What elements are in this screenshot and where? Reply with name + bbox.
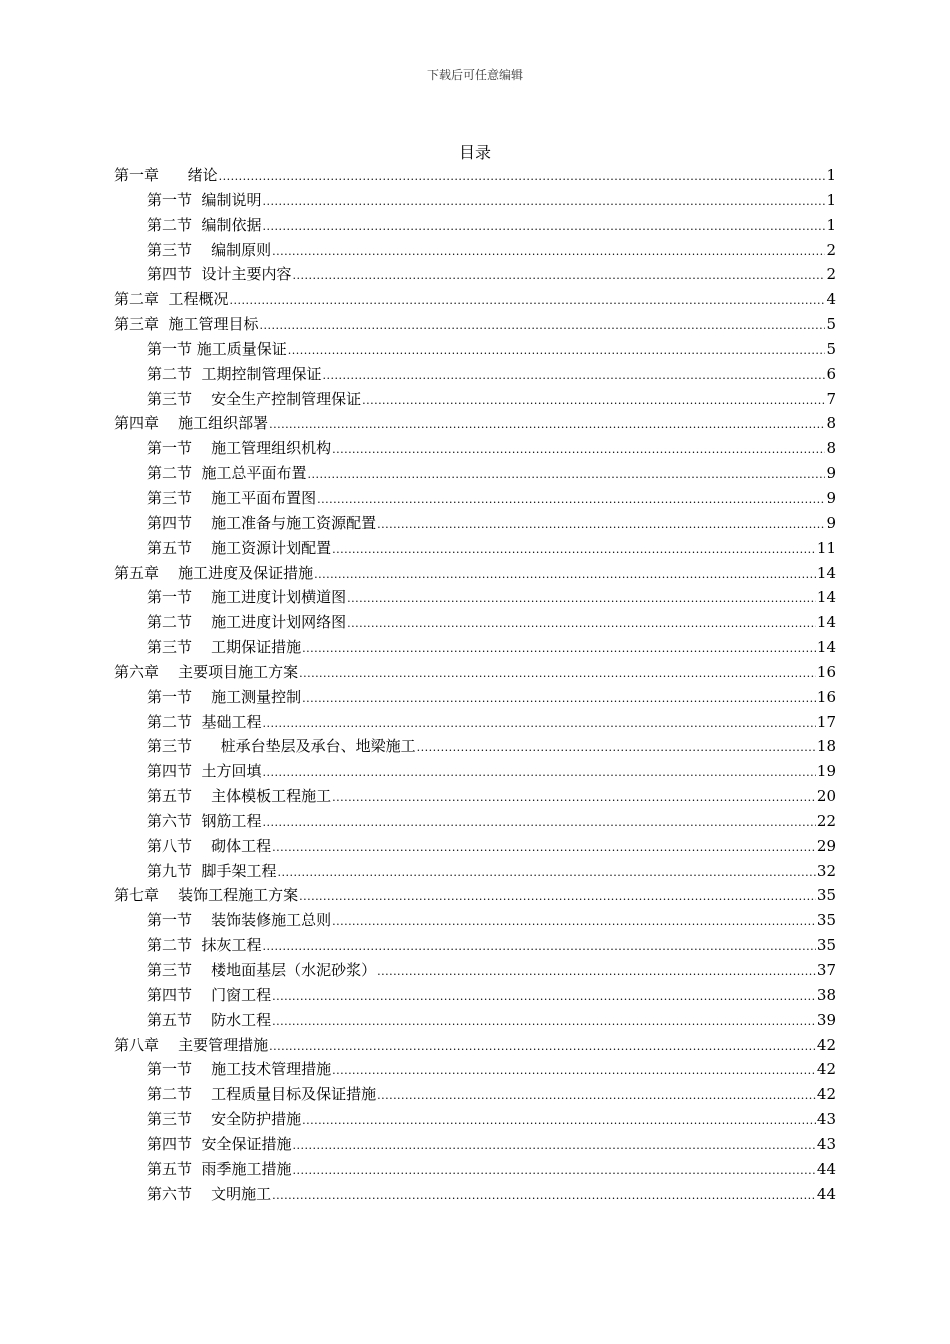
toc-dot-leader <box>332 438 825 463</box>
toc-dot-leader <box>347 612 816 637</box>
toc-dot-leader <box>377 960 816 985</box>
toc-entry-label: 第一节 施工技术管理措施 <box>147 1060 332 1079</box>
toc-dot-leader <box>272 240 825 265</box>
toc-entry-page-number: 22 <box>816 811 836 830</box>
toc-entry-page-number: 18 <box>816 737 836 756</box>
toc-entry-page-number: 17 <box>816 712 836 731</box>
toc-title: 目录 <box>458 143 491 162</box>
toc-entry-page-number: 32 <box>816 861 836 880</box>
toc-entry-label: 第七章 装饰工程施工方案 <box>114 886 299 905</box>
toc-dot-leader <box>377 513 825 538</box>
toc-dot-leader <box>293 1134 816 1159</box>
toc-section-entry[interactable] <box>114 585 836 610</box>
toc-section-entry[interactable] <box>114 1008 836 1033</box>
toc-entry-page-number: 6 <box>826 364 836 383</box>
toc-section-entry[interactable] <box>114 213 836 238</box>
toc-section-entry[interactable] <box>114 685 836 710</box>
toc-entry-page-number: 7 <box>826 389 836 408</box>
toc-entry-label: 第九节 脚手架工程 <box>147 861 277 880</box>
toc-dot-leader <box>263 712 816 737</box>
toc-entry-label: 第三章 施工管理目标 <box>114 315 259 334</box>
toc-entry-label: 第二节 编制依据 <box>147 215 262 234</box>
toc-entry-page-number: 8 <box>826 414 836 433</box>
toc-section-entry[interactable] <box>114 1082 836 1107</box>
table-of-contents <box>114 163 836 1206</box>
toc-dot-leader <box>293 264 826 289</box>
toc-entry-label: 第六节 钢筋工程 <box>147 811 262 830</box>
toc-section-entry[interactable] <box>114 610 836 635</box>
toc-entry-page-number: 14 <box>816 613 836 632</box>
toc-entry-page-number: 20 <box>816 787 836 806</box>
toc-entry-label: 第二节 工程质量目标及保证措施 <box>147 1085 377 1104</box>
toc-entry-label: 第八节 砌体工程 <box>147 836 272 855</box>
toc-entry-page-number: 14 <box>816 638 836 657</box>
toc-entry-page-number: 5 <box>826 339 836 358</box>
toc-entry-label: 第三节 编制原则 <box>147 240 272 259</box>
toc-entry-page-number: 35 <box>816 936 836 955</box>
toc-entry-label: 第一节 施工测量控制 <box>147 687 302 706</box>
toc-entry-label: 第六节 文明施工 <box>147 1184 272 1203</box>
toc-entry-page-number: 43 <box>816 1110 836 1129</box>
toc-entry-label: 第六章 主要项目施工方案 <box>114 662 299 681</box>
toc-entry-page-number: 14 <box>816 588 836 607</box>
toc-entry-label: 第一节 施工管理组织机构 <box>147 439 332 458</box>
toc-entry-page-number: 39 <box>816 1010 836 1029</box>
toc-section-entry[interactable] <box>114 908 836 933</box>
toc-chapter-entry[interactable] <box>114 312 836 337</box>
toc-chapter-entry[interactable] <box>114 287 836 312</box>
toc-dot-leader <box>272 1010 816 1035</box>
toc-entry-label: 第二节 基础工程 <box>147 712 262 731</box>
toc-section-entry[interactable] <box>114 809 836 834</box>
toc-section-entry[interactable] <box>114 461 836 486</box>
toc-dot-leader <box>332 786 816 811</box>
toc-entry-page-number: 14 <box>816 563 836 582</box>
toc-entry-page-number: 11 <box>816 538 836 557</box>
toc-entry-page-number: 9 <box>826 513 836 532</box>
toc-entry-page-number: 16 <box>816 687 836 706</box>
toc-section-entry[interactable] <box>114 362 836 387</box>
toc-dot-leader <box>269 1035 816 1060</box>
toc-entry-page-number: 43 <box>816 1134 836 1153</box>
toc-chapter-entry[interactable] <box>114 660 836 685</box>
toc-dot-leader <box>332 910 816 935</box>
toc-entry-page-number: 44 <box>816 1159 836 1178</box>
toc-section-entry[interactable] <box>114 958 836 983</box>
toc-section-entry[interactable] <box>114 1107 836 1132</box>
toc-entry-label: 第五节 主体模板工程施工 <box>147 787 332 806</box>
toc-dot-leader <box>308 463 826 488</box>
toc-entry-label: 第三节 桩承台垫层及承台、地梁施工 <box>147 737 416 756</box>
toc-entry-label: 第一节 施工质量保证 <box>147 339 287 358</box>
toc-chapter-entry[interactable] <box>114 883 836 908</box>
toc-entry-page-number: 35 <box>816 911 836 930</box>
toc-entry-page-number: 9 <box>826 488 836 507</box>
toc-entry-page-number: 9 <box>826 464 836 483</box>
toc-dot-leader <box>272 985 816 1010</box>
toc-entry-page-number: 42 <box>816 1085 836 1104</box>
toc-entry-page-number: 16 <box>816 662 836 681</box>
toc-entry-label: 第二节 施工总平面布置 <box>147 464 307 483</box>
toc-dot-leader <box>272 1184 816 1209</box>
toc-dot-leader <box>299 662 816 687</box>
toc-chapter-entry[interactable] <box>114 163 836 188</box>
toc-dot-leader <box>263 190 826 215</box>
toc-section-entry[interactable] <box>114 933 836 958</box>
toc-section-entry[interactable] <box>114 710 836 735</box>
toc-entry-label: 第一节 编制说明 <box>147 190 262 209</box>
toc-entry-label: 第二节 工期控制管理保证 <box>147 364 322 383</box>
toc-section-entry[interactable] <box>114 262 836 287</box>
toc-entry-page-number: 42 <box>816 1060 836 1079</box>
toc-entry-label: 第四节 门窗工程 <box>147 985 272 1004</box>
toc-entry-label: 第四节 土方回填 <box>147 762 262 781</box>
toc-entry-page-number: 5 <box>826 315 836 334</box>
toc-section-entry[interactable] <box>114 1132 836 1157</box>
toc-section-entry[interactable] <box>114 759 836 784</box>
toc-entry-label: 第三节 工期保证措施 <box>147 638 302 657</box>
toc-section-entry[interactable] <box>114 1182 836 1207</box>
toc-dot-leader <box>323 364 826 389</box>
toc-entry-page-number: 38 <box>816 985 836 1004</box>
toc-dot-leader <box>269 413 825 438</box>
toc-entry-label: 第四节 安全保证措施 <box>147 1134 292 1153</box>
toc-entry-label: 第五节 施工资源计划配置 <box>147 538 332 557</box>
toc-entry-page-number: 2 <box>826 265 836 284</box>
toc-section-entry[interactable] <box>114 436 836 461</box>
toc-dot-leader <box>299 885 816 910</box>
toc-entry-label: 第五节 雨季施工措施 <box>147 1159 292 1178</box>
toc-section-entry[interactable] <box>114 536 836 561</box>
toc-dot-leader <box>230 289 826 314</box>
toc-section-entry[interactable] <box>114 238 836 263</box>
toc-entry-page-number: 19 <box>816 762 836 781</box>
toc-entry-page-number: 37 <box>816 961 836 979</box>
toc-entry-label: 第四章 施工组织部署 <box>114 414 269 433</box>
toc-section-entry[interactable] <box>114 188 836 213</box>
toc-entry-label: 第三节 安全生产控制管理保证 <box>147 389 362 408</box>
toc-entry-label: 第八章 主要管理措施 <box>114 1035 269 1054</box>
toc-dot-leader <box>263 761 816 786</box>
toc-entry-label: 第四节 设计主要内容 <box>147 265 292 284</box>
toc-chapter-entry[interactable] <box>114 411 836 436</box>
toc-dot-leader <box>302 1109 816 1134</box>
toc-dot-leader <box>302 637 816 662</box>
toc-section-entry[interactable] <box>114 734 836 759</box>
toc-dot-leader <box>263 215 826 240</box>
toc-dot-leader <box>302 687 816 712</box>
toc-dot-leader <box>314 563 816 588</box>
toc-entry-page-number: 35 <box>816 886 836 905</box>
toc-section-entry[interactable] <box>114 511 836 536</box>
toc-dot-leader <box>263 935 816 960</box>
toc-entry-label: 第二节 抹灰工程 <box>147 936 262 955</box>
toc-dot-leader <box>377 1084 816 1109</box>
toc-section-entry[interactable] <box>114 486 836 511</box>
toc-dot-leader <box>293 1159 816 1184</box>
toc-entry-label: 第三节 楼地面基层（水泥砂浆） <box>147 961 377 979</box>
toc-section-entry[interactable] <box>114 1057 836 1082</box>
toc-entry-label: 第二章 工程概况 <box>114 290 229 309</box>
toc-entry-page-number: 2 <box>826 240 836 259</box>
toc-entry-page-number: 1 <box>826 215 836 234</box>
toc-entry-label: 第五章 施工进度及保证措施 <box>114 563 314 582</box>
toc-dot-leader <box>263 811 816 836</box>
toc-section-entry[interactable] <box>114 635 836 660</box>
toc-dot-leader <box>272 836 816 861</box>
toc-dot-leader <box>278 861 816 886</box>
toc-section-entry[interactable] <box>114 784 836 809</box>
toc-dot-leader <box>362 389 825 414</box>
toc-section-entry[interactable] <box>114 834 836 859</box>
toc-entry-page-number: 42 <box>816 1035 836 1054</box>
toc-dot-leader <box>317 488 825 513</box>
toc-section-entry[interactable] <box>114 1157 836 1182</box>
toc-dot-leader <box>347 587 816 612</box>
toc-entry-page-number: 29 <box>816 836 836 855</box>
toc-section-entry[interactable] <box>114 859 836 884</box>
toc-entry-label: 第一节 装饰装修施工总则 <box>147 911 332 930</box>
toc-dot-leader <box>332 538 816 563</box>
toc-entry-label: 第三节 安全防护措施 <box>147 1110 302 1129</box>
toc-entry-page-number: 1 <box>826 190 836 209</box>
toc-chapter-entry[interactable] <box>114 1033 836 1058</box>
page-header-note: 下载后可任意编辑 <box>426 68 523 82</box>
toc-entry-label: 第五节 防水工程 <box>147 1010 272 1029</box>
toc-dot-leader <box>288 339 826 364</box>
toc-entry-label: 第三节 施工平面布置图 <box>147 488 317 507</box>
toc-entry-label: 第四节 施工准备与施工资源配置 <box>147 513 377 532</box>
toc-entry-page-number: 44 <box>816 1184 836 1203</box>
toc-entry-label: 第一章 绪论 <box>114 166 218 184</box>
toc-dot-leader <box>260 314 826 339</box>
toc-chapter-entry[interactable] <box>114 561 836 586</box>
toc-dot-leader <box>417 736 816 761</box>
toc-section-entry[interactable] <box>114 387 836 412</box>
toc-entry-page-number: 4 <box>826 290 836 309</box>
toc-section-entry[interactable] <box>114 337 836 362</box>
toc-entry-page-number: 8 <box>826 439 836 458</box>
toc-section-entry[interactable] <box>114 983 836 1008</box>
toc-entry-page-number: 1 <box>826 166 836 184</box>
toc-entry-label: 第一节 施工进度计划横道图 <box>147 588 347 607</box>
toc-dot-leader <box>332 1059 816 1084</box>
toc-entry-label: 第二节 施工进度计划网络图 <box>147 613 347 632</box>
toc-dot-leader <box>219 165 826 190</box>
